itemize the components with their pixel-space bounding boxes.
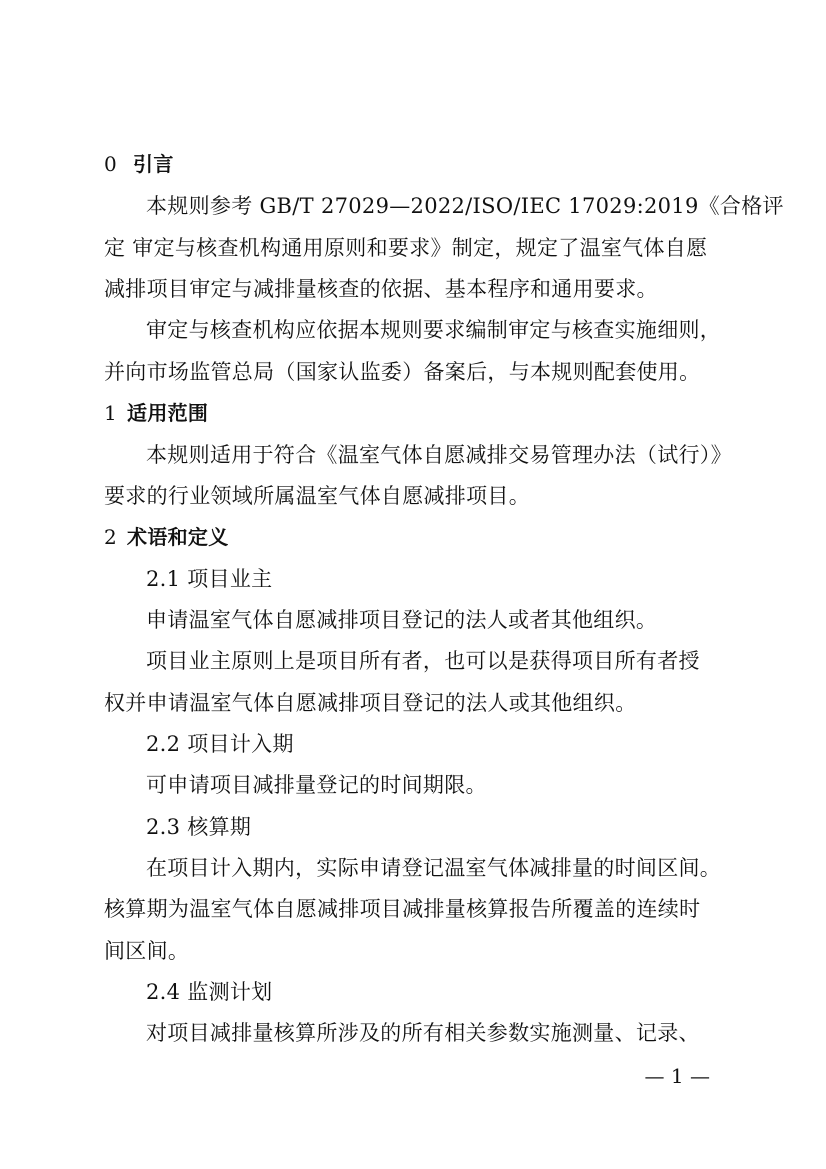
section-heading-intro (104, 152, 724, 176)
page-number: — 1 — (644, 1064, 710, 1088)
paragraph-line: 权并申请温室气体自愿减排项目登记的法人或其他组织。 (104, 691, 637, 715)
section-title: 术语和定义 (127, 525, 229, 549)
paragraph-line: 在项目计入期内，实际申请登记温室气体减排量的时间区间。 (146, 856, 722, 880)
paragraph-line: 定 审定与核查机构通用原则和要求》制定，规定了温室气体自愿 (104, 236, 708, 260)
section-title: 引言 (133, 152, 174, 176)
section-number: 2 (104, 525, 118, 549)
term-title: 2.2 项目计入期 (146, 732, 294, 756)
paragraph-line: 核算期为温室气体自愿减排项目减排量核算报告所覆盖的连续时 (104, 897, 701, 921)
section-number: 1 (104, 401, 118, 425)
section-heading-terms (104, 525, 724, 549)
section-title: 适用范围 (127, 401, 209, 425)
term-title: 2.3 核算期 (146, 815, 252, 839)
paragraph-line: 申请温室气体自愿减排项目登记的法人或者其他组织。 (146, 608, 658, 632)
paragraph-line: 对项目减排量核算所涉及的所有相关参数实施测量、记录、 (146, 1021, 700, 1045)
paragraph-line: 审定与核查机构应依据本规则要求编制审定与核查实施细则， (146, 318, 722, 342)
paragraph-line: 项目业主原则上是项目所有者，也可以是获得项目所有者授 (146, 649, 700, 673)
term-title: 2.4 监测计划 (146, 980, 273, 1004)
paragraph-line: 本规则适用于符合《温室气体自愿减排交易管理办法（试行）》 (146, 443, 732, 467)
paragraph-line: 并向市场监管总局（国家认监委）备案后，与本规则配套使用。 (104, 360, 701, 384)
paragraph-line: 减排项目审定与减排量核查的依据、基本程序和通用要求。 (104, 277, 658, 301)
paragraph-line: 可申请项目减排量登记的时间期限。 (146, 773, 487, 797)
section-number: 0 (104, 152, 118, 176)
paragraph-line: 本规则参考 GB/T 27029—2022/ISO/IEC 17029:2019《合格评 (146, 194, 784, 218)
section-heading-scope (104, 401, 724, 425)
term-title: 2.1 项目业主 (146, 567, 273, 591)
paragraph-line: 要求的行业领域所属温室气体自愿减排项目。 (104, 484, 530, 508)
paragraph-line: 间区间。 (104, 939, 190, 963)
